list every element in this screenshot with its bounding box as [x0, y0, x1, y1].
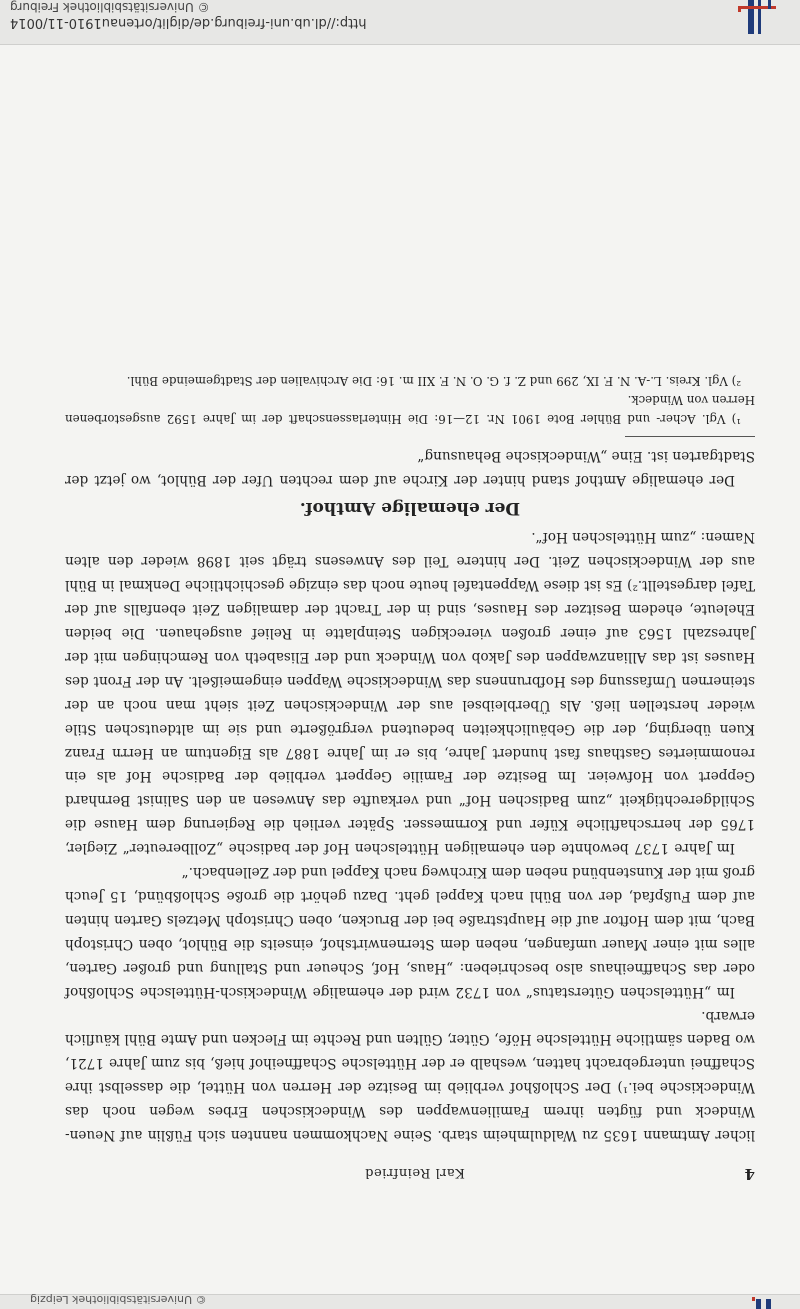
copyright-credit-top: © Universitätsbibliothek Freiburg [10, 0, 210, 14]
body-paragraph-1: licher Amtmann 1635 zu Waldulmheim starb. Seine Nachkommen nannten sich Füßlin auf Neuen-Windeck und fügten ihrem Familienwappen des Windeckischen Erbes wegen noch das Windeckische bei.¹) Der Schloßhof verblieb im Besitze der Herren von Hüttel, die dasselbst ihre Schaffnei untergebracht hatten, weshalb er der Hüttelsche Schaffneihof hieß, bis zum Jahre 1721, wo Baden sämtliche Hüttelsche Höfe, Güter, Gülten und Rechte im Flecken und Amte Bühl käuflich erwarb. [65, 1007, 755, 1144]
section-paragraph: Der ehemalige Amthof stand hinter der Kirche auf dem rechten Ufer der Bühlot, wo jetzt der Stadtgarten ist. Eine „Windeckische Behausung“ [65, 447, 755, 488]
section-title: Der ehemalige Amthof. [299, 497, 521, 518]
footnote-1: ¹) Vgl. Acher- und Bühler Bote 1901 Nr. 12—16: Die Hinterlassenschaft der im Jahre 1592 ausgestorbenen Herren von Windeck. [65, 392, 755, 426]
browser-header-bar [0, 0, 800, 45]
library-logo-small-icon [752, 1297, 782, 1309]
scanned-document-page [0, 44, 800, 1295]
page-url[interactable]: http://dl.ub.uni-freiburg.de/diglit/ortenau1910-11/0014 [10, 15, 367, 30]
body-paragraph-3: Im Jahre 1737 bewohnte den ehemaligen Hüttelschen Hof der badische „Zollbereuter“ Ziegler, 1765 der herrschaftliche Küfer und Kornmesser. Später verlieh die Regierung dem Hause die Schildgerechtigkeit „zum Badischen Hof“ und verkaufte das Anwesen an den Salinist Bernhard Geppert von Hofweier. Im Besitze der Familie Geppert verblieb der Badische Hof als ein renommiertes Gasthaus fast hundert Jahre, bis er im Jahre 1887 als Eigentum an Herrn Franz Kuen überging, der die Gebäulichkeiten bedeutend vergrößerte und sie im altdeutschen Stile wieder herstellen ließ. Als Überbleibsel aus der Windeckischen Zeit sieht man noch an der steinernen Umfassung des Hofbrunnens das Windeckische Wappen eingemeißelt. An der Front des Hauses ist das Allianzwappen des Jakob von Windeck und der Elisabeth von Remchingen mit der Jahreszahl 1563 auf einer großen viereckigen Steinplatte in Relief ausgehauen. Die beiden Eheleute, ehedem Besitzer des Hauses, sind in der Tracht der damaligen Zeit ebenfalls auf der Tafel dargestellt.²) Es ist diese Wappentafel heute noch das einzige geschichtliche Denkmal in Bühl aus der Windeckischen Zeit. Der hintere Teil des Anwesens trägt seit 1898 wieder den alten Namen: „zum Hüttelschen Hof“. [65, 529, 755, 857]
page-header [65, 1160, 755, 1185]
footnote-2: ²) Vgl. Kreis. L.-A. N. F. IX, 299 und Z. f. G. O. N. F. XII m. 16: Die Archivalien der Stadtgemeinde Bühl. [126, 373, 741, 388]
body-paragraph-2: Im „Hüttelschen Güterstatus“ von 1732 wird der ehemalige Windeckisch-Hüttelsche Schloßhof oder das Schaffneihaus also beschrieben: „Haus, Hof, Scheuer und Stallung und großer Garten, alles mit einer Mauer umfangen, neben dem Sternenwirtshof, einseits die Bühlot, oben Christoph Bach, mit dem Hoftor auf die Hauptstraße bei der Brucken, oben Christoph Metzels Garten hinten auf dem Fußpfad, der von Bühl nach Kappel geht. Dazu gehört die große Schloßbünd, 15 Jeuch groß mit der Kunstenbünd neben dem Kirchweg nach Kappel und der Zellenbach.“ [65, 864, 755, 1000]
footnote-divider [625, 436, 755, 437]
running-head: Karl Reinfried [364, 1165, 465, 1180]
copyright-credit-bottom: © Universitätsbibliothek Leipzig [30, 1293, 207, 1306]
library-logo-icon [738, 0, 778, 36]
browser-footer-bar [0, 1294, 800, 1309]
page-number: 4 [744, 1165, 755, 1183]
